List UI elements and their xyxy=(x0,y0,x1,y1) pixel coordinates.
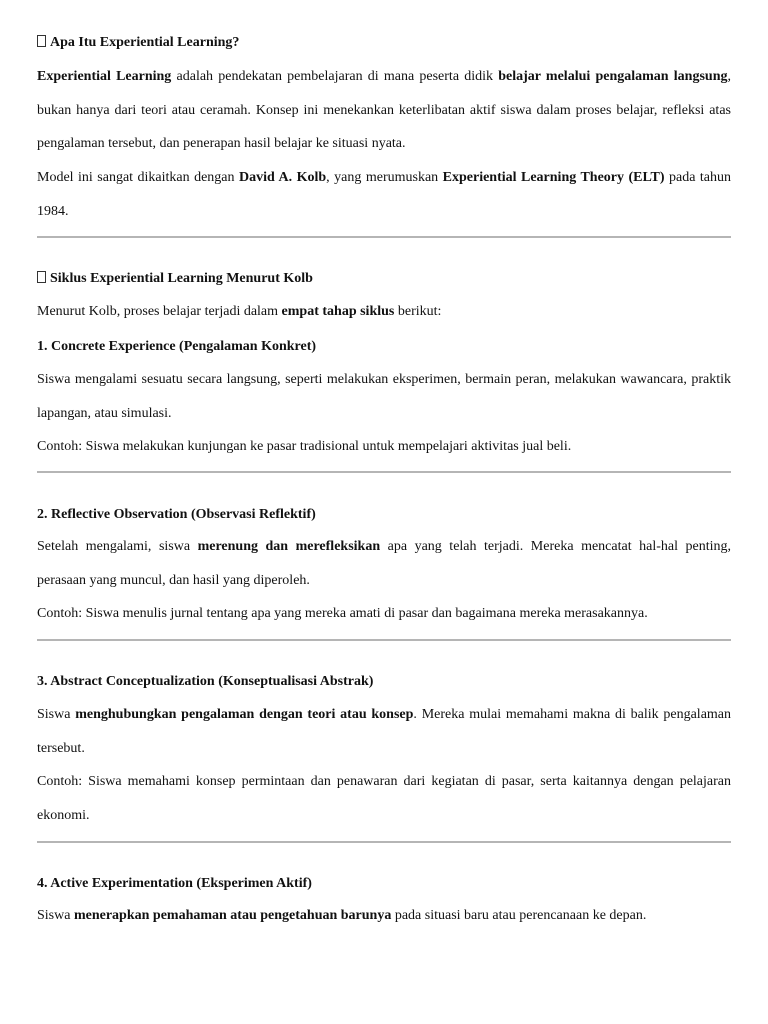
stage-2-example: Contoh: Siswa menulis jurnal tentang apa yang mereka amati di pasar dan bagaimana mereka merasakannya. xyxy=(37,606,648,621)
stage-3-paragraph: Siswa menghubungkan pengalaman dengan teori atau konsep. Mereka mulai memahami makna di balik pengalaman tersebut. xyxy=(37,707,732,756)
stage-1-heading: 1. Concrete Experience (Pengalaman Konkret) xyxy=(37,339,317,354)
stage-4-heading: 4. Active Experimentation (Eksperimen Aktif) xyxy=(37,876,312,891)
divider xyxy=(37,471,731,473)
section-heading-intro: Apa Itu Experiential Learning? xyxy=(37,34,731,52)
stage-2-paragraph: Setelah mengalami, siswa merenung dan merefleksikan apa yang telah terjadi. Mereka mencatat hal-hal penting, perasaan yang muncul, dan hasil yang diperoleh. xyxy=(37,539,731,588)
divider xyxy=(37,841,731,843)
section-heading-cycle: Siklus Experiential Learning Menurut Kolb xyxy=(37,270,731,288)
stage-1-paragraph: Siswa mengalami sesuatu secara langsung, seperti melakukan eksperimen, bermain peran, melakukan wawancara, praktik lapangan, atau simulasi. xyxy=(37,372,731,421)
cycle-intro-paragraph: Menurut Kolb, proses belajar terjadi dalam empat tahap siklus berikut: xyxy=(37,304,442,319)
divider xyxy=(37,639,731,641)
stage-4-paragraph: Siswa menerapkan pemahaman atau pengetahuan barunya pada situasi baru atau perencanaan ke depan. xyxy=(37,908,647,923)
stage-3-example: Contoh: Siswa memahami konsep permintaan dan penawaran dari kegiatan di pasar, serta kaitannya dengan pelajaran ekonomi. xyxy=(37,774,731,823)
divider xyxy=(37,236,731,238)
stage-3-heading: 3. Abstract Conceptualization (Konseptualisasi Abstrak) xyxy=(37,674,374,689)
intro-paragraph-1: Experiential Learning adalah pendekatan pembelajaran di mana peserta didik belajar melalui pengalaman langsung, bukan hanya dari teori atau ceramah. Konsep ini menekankan keterlibatan aktif siswa dalam proses belajar, refleksi atas pengalaman tersebut, dan penerapan hasil belajar ke situasi nyata. xyxy=(37,69,731,151)
stage-1-example: Contoh: Siswa melakukan kunjungan ke pasar tradisional untuk mempelajari aktivitas jual beli. xyxy=(37,439,572,454)
missing-glyph-icon xyxy=(37,271,46,283)
intro-paragraph-2: Model ini sangat dikaitkan dengan David A. Kolb, yang merumuskan Experiential Learning Theory (ELT) pada tahun 1984. xyxy=(37,170,732,219)
missing-glyph-icon xyxy=(37,35,46,47)
stage-2-heading: 2. Reflective Observation (Observasi Reflektif) xyxy=(37,507,316,522)
